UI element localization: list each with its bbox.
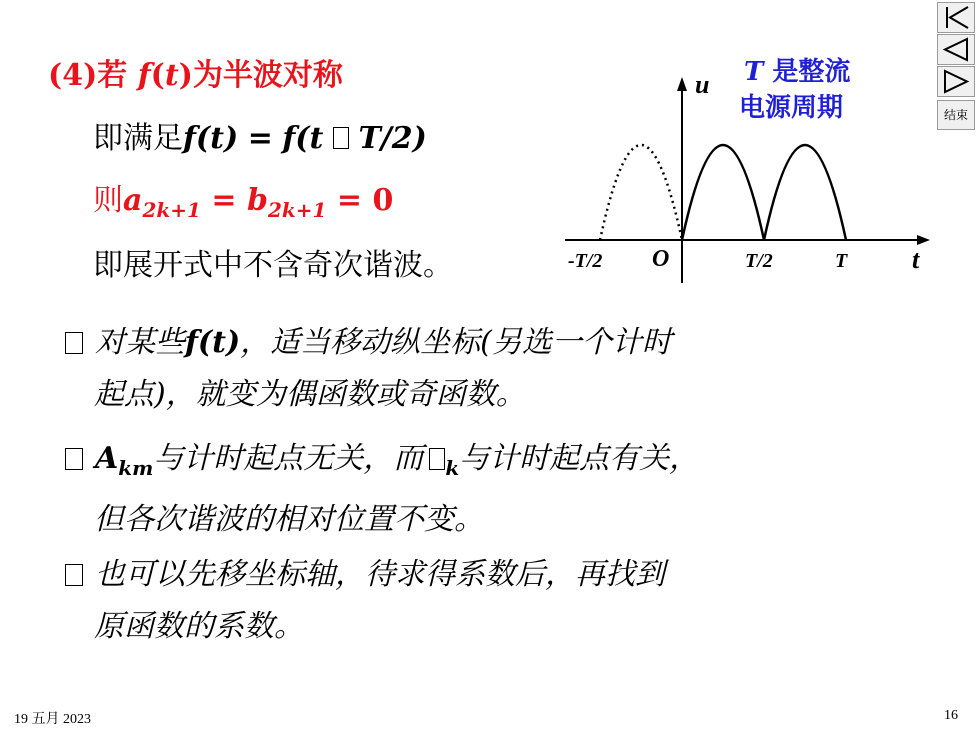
tick-neg-half-T: -T/2 (568, 250, 603, 272)
bullet-2-psi-sub: k (445, 456, 460, 480)
coeff-b-sub: 2k+1 (267, 198, 327, 222)
bullet-2 (65, 433, 699, 546)
bullet-2-text-a: 与计时起点无关，而 (153, 441, 424, 476)
coeff-eq1: = (211, 183, 237, 218)
heading-rp: ) (178, 58, 193, 93)
coeff-a: a (123, 183, 143, 218)
coeff-a-sub: 2k+1 (142, 198, 201, 222)
bullet-2-A-sub: km (118, 456, 154, 480)
bullet-2-A: A (95, 441, 119, 476)
triangle-right-icon (938, 67, 974, 96)
bullet-2-text-b: 与计时起点有关， (459, 441, 700, 476)
hump-2 (764, 145, 846, 240)
period-note-a: 是整流 (763, 57, 851, 87)
psi-box (429, 448, 445, 470)
heading-lp: ( (150, 58, 165, 93)
triangle-left-icon (938, 35, 974, 64)
coefficient-line (93, 175, 393, 222)
coeff-prefix: 则 (93, 183, 123, 218)
hump-1 (682, 145, 764, 240)
nav-prev-button[interactable] (937, 34, 975, 65)
condition-tail: T/2) (358, 121, 427, 156)
condition-rhs: f(t (282, 121, 324, 156)
bullet-2-line2: 但各次谐波的相对位置不变。 (94, 502, 484, 537)
bullet-marker (65, 448, 83, 470)
bullet-3 (65, 549, 665, 653)
no-odd-harmonics: 即展开式中不含奇次谐波。 (93, 248, 453, 283)
coeff-zero: 0 (372, 183, 394, 218)
nav-next-button[interactable] (937, 66, 975, 97)
tick-half-T: T/2 (745, 250, 773, 272)
condition-prefix: 即满足 (93, 121, 183, 156)
bullet-1-f: f(t) (185, 325, 241, 360)
skip-back-icon (938, 3, 974, 32)
condition-lhs: f(t) (183, 121, 239, 156)
bullet-3-line2: 原函数的系数。 (94, 609, 304, 644)
bullet-marker (65, 564, 83, 586)
heading-text-b: 为半波对称 (192, 58, 343, 93)
bullet-marker (65, 332, 83, 354)
u-axis-arrow-icon (677, 77, 687, 91)
section-heading (48, 50, 343, 94)
tick-T: T (835, 250, 848, 272)
page-number: 16 (944, 708, 958, 723)
coeff-eq2: = (336, 183, 362, 218)
heading-t: t (164, 58, 179, 93)
tick-origin: O (652, 246, 670, 272)
condition-eq: = (247, 121, 273, 156)
footer-date: 19 五月 2023 (14, 712, 91, 727)
dotted-hump (600, 145, 682, 240)
heading-f: f (137, 58, 151, 93)
bullet-1-text-a: 对某些 (95, 325, 185, 360)
period-note-T: T (744, 57, 764, 87)
period-note-line2: 电源周期 (739, 93, 844, 123)
bullet-3-line1 (65, 549, 665, 601)
condition-box (333, 127, 349, 149)
bullet-1-line2: 起点)，就变为偶函数或奇函数。 (94, 377, 526, 412)
heading-number: (4) (48, 58, 98, 93)
heading-text-a: 若 (97, 58, 138, 93)
t-label: t (912, 245, 920, 274)
nav-end-button[interactable]: 结束 (937, 100, 975, 130)
bullet-3-text: 也可以先移坐标轴，待求得系数后，再找到 (95, 557, 665, 592)
bullet-2-line1 (65, 433, 699, 494)
condition-line (93, 113, 427, 157)
bullet-1-text-b: ，适当移动纵坐标(另选一个计时 (240, 325, 672, 360)
u-label: u (695, 70, 710, 99)
nav-first-button[interactable] (937, 2, 975, 33)
period-note (739, 54, 851, 126)
t-axis-arrow-icon (917, 235, 930, 245)
bullet-1 (65, 317, 672, 421)
bullet-1-line1 (65, 317, 672, 369)
coeff-b: b (246, 183, 268, 218)
period-note-line1 (744, 54, 850, 90)
